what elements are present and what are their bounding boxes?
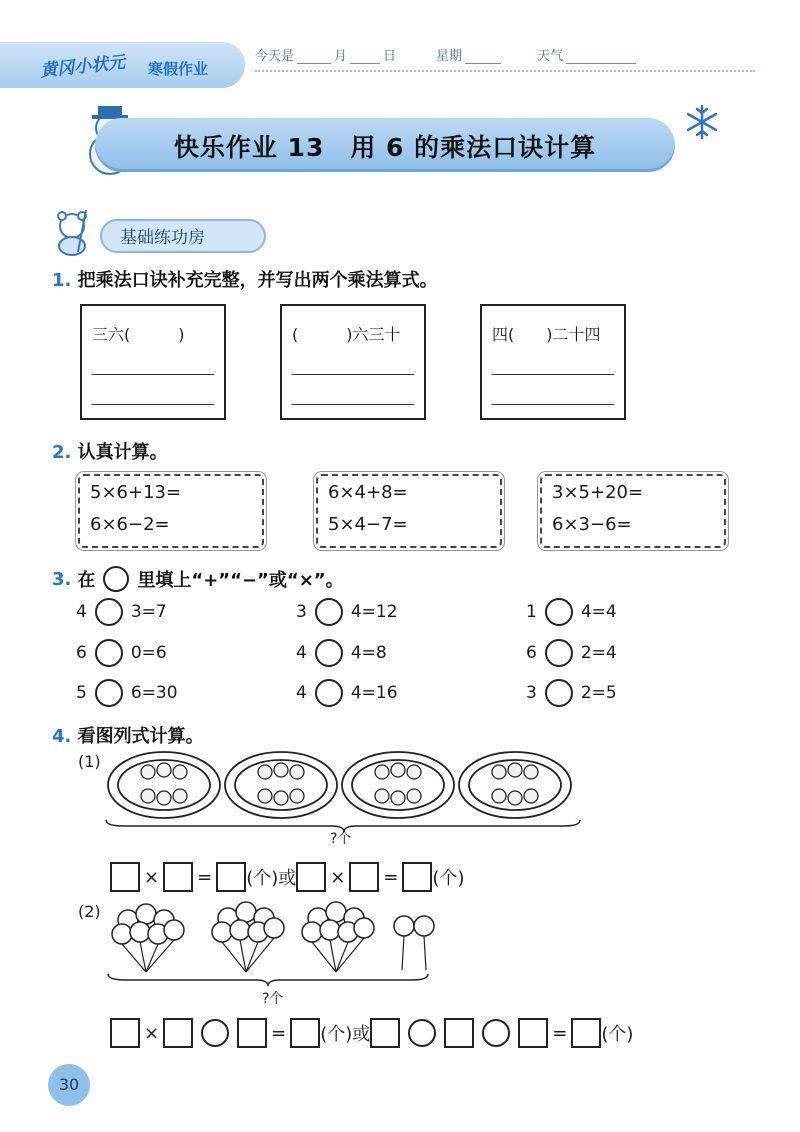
answer-box[interactable] <box>163 862 193 892</box>
answer-box[interactable] <box>571 1018 601 1048</box>
question-2-text: 认真计算。 <box>77 442 168 463</box>
part-2-label: (2) <box>78 902 101 921</box>
operator-blank[interactable] <box>408 1019 436 1047</box>
day-blank <box>350 49 380 64</box>
times-sign: × <box>144 1022 160 1044</box>
answer-box[interactable] <box>444 1018 474 1048</box>
answer-box[interactable] <box>402 862 432 892</box>
month-blank <box>297 49 331 64</box>
part-2-equation-row <box>110 1018 633 1048</box>
balloons-picture <box>106 898 456 992</box>
calc-expression: 5×6+13= <box>90 482 182 503</box>
operator-blank[interactable] <box>315 679 343 707</box>
question-3 <box>52 566 344 592</box>
equals-sign: = <box>197 866 213 888</box>
month-label: 月 <box>334 49 348 64</box>
unit-label: (个) <box>601 1024 634 1045</box>
q1-box-2 <box>280 304 426 420</box>
q1-box-3-rhyme: 四( )二十四 <box>492 325 601 344</box>
answer-box[interactable] <box>163 1018 193 1048</box>
operator-blank[interactable] <box>545 598 573 626</box>
answer-box[interactable] <box>370 1018 400 1048</box>
operand: 6 <box>526 643 537 663</box>
q3-item <box>296 679 398 707</box>
question-1 <box>52 266 438 292</box>
today-label: 今天是 <box>255 49 295 64</box>
operand: 4=16 <box>350 683 398 703</box>
balloon-bunch <box>112 904 184 944</box>
question-4-text: 看图列式计算。 <box>77 726 204 747</box>
answer-line[interactable] <box>92 404 214 405</box>
operand: 6 <box>76 643 87 663</box>
operand: 6=30 <box>130 683 178 703</box>
answer-line[interactable] <box>492 404 614 405</box>
day-label: 日 <box>383 49 397 64</box>
answer-box[interactable] <box>290 1018 320 1048</box>
part-1-label: (1) <box>78 752 101 771</box>
balloon-bunch <box>212 902 284 942</box>
q1-box-1 <box>80 304 226 420</box>
operand: 3 <box>526 683 537 703</box>
calc-expression: 5×4−7= <box>328 514 408 535</box>
header-divider <box>255 70 755 72</box>
operand: 2=5 <box>580 683 617 703</box>
operator-blank[interactable] <box>95 639 123 667</box>
bear-mascot-icon <box>48 206 100 256</box>
operand: 4 <box>296 683 307 703</box>
snowflake-icon <box>684 104 720 140</box>
operand: 4=12 <box>350 602 398 622</box>
question-3-text-b: 里填上“+”“−”或“×”。 <box>137 570 344 591</box>
calc-expression: 6×6−2= <box>90 514 170 535</box>
operand: 3=7 <box>130 602 167 622</box>
question-3-number: 3. <box>52 568 72 590</box>
page-title: 快乐作业 13 用 6 的乘法口诀计算 <box>173 133 597 162</box>
or-label: 或 <box>352 1024 371 1045</box>
brand-logo: 黄冈小状元 <box>39 52 127 82</box>
operator-blank[interactable] <box>315 639 343 667</box>
q3-item <box>526 679 617 707</box>
question-2-number: 2. <box>52 442 72 463</box>
circle-icon <box>103 566 129 592</box>
calc-expression: 6×4+8= <box>328 482 408 503</box>
unit-label: (个) <box>320 1024 353 1045</box>
operator-blank[interactable] <box>95 598 123 626</box>
operator-blank[interactable] <box>482 1019 510 1047</box>
q3-item <box>76 598 167 626</box>
question-2 <box>52 438 168 464</box>
balloon-bunch <box>302 902 374 942</box>
question-1-number: 1. <box>52 270 72 291</box>
unit-label: (个) <box>246 868 279 889</box>
answer-box[interactable] <box>518 1018 548 1048</box>
date-line <box>255 45 639 64</box>
weekday-label: 星期 <box>436 49 463 64</box>
operand: 4 <box>296 643 307 663</box>
weather-blank <box>566 49 636 64</box>
operand: 0=6 <box>130 643 167 663</box>
q1-box-1-rhyme: 三六( ) <box>92 325 185 344</box>
weekday-blank <box>465 49 501 64</box>
operand: 5 <box>76 683 87 703</box>
answer-box[interactable] <box>296 862 326 892</box>
section-badge: 基础练功房 <box>100 219 266 253</box>
q3-item <box>76 639 167 667</box>
unit-label: (个) <box>432 868 465 889</box>
answer-box[interactable] <box>216 862 246 892</box>
q3-item <box>296 598 398 626</box>
part-2-question: ?个 <box>262 991 284 1007</box>
part-1-equation-row <box>110 862 464 892</box>
answer-box[interactable] <box>110 1018 140 1048</box>
times-sign: × <box>144 866 160 888</box>
answer-line[interactable] <box>492 374 614 375</box>
question-1-text: 把乘法口诀补充完整，并写出两个乘法算式。 <box>77 270 438 291</box>
operator-blank[interactable] <box>95 679 123 707</box>
q1-box-2-rhyme: ( )六三十 <box>292 325 401 344</box>
q1-box-3 <box>480 304 626 420</box>
q3-item <box>526 639 617 667</box>
page-number: 30 <box>48 1064 90 1106</box>
operator-blank[interactable] <box>545 679 573 707</box>
q3-item <box>526 598 617 626</box>
equals-sign: = <box>383 866 399 888</box>
calc-group-3 <box>540 474 726 548</box>
answer-box[interactable] <box>349 862 379 892</box>
calc-expression: 6×3−6= <box>552 514 632 535</box>
weather-label: 天气 <box>537 49 564 64</box>
q3-item <box>296 639 387 667</box>
equals-sign: = <box>552 1022 568 1044</box>
operand: 4=8 <box>350 643 387 663</box>
q3-item <box>76 679 178 707</box>
calc-group-1 <box>78 474 264 548</box>
question-4-number: 4. <box>52 726 72 747</box>
times-sign: × <box>330 866 346 888</box>
operand: 3 <box>296 602 307 622</box>
calc-group-2 <box>316 474 502 548</box>
question-3-text-a: 在 <box>77 570 96 591</box>
strawberry-plates-picture <box>104 748 584 832</box>
part-1-question: ?个 <box>330 831 352 847</box>
answer-box[interactable] <box>237 1018 267 1048</box>
operator-blank[interactable] <box>545 639 573 667</box>
question-4 <box>52 722 204 748</box>
series-label: 寒假作业 <box>148 60 209 78</box>
operator-blank[interactable] <box>315 598 343 626</box>
operand: 4=4 <box>580 602 617 622</box>
answer-line[interactable] <box>292 374 414 375</box>
operand: 1 <box>526 602 537 622</box>
answer-line[interactable] <box>292 404 414 405</box>
operand: 4 <box>76 602 87 622</box>
calc-expression: 3×5+20= <box>552 482 644 503</box>
operand: 2=4 <box>580 643 617 663</box>
plate <box>108 752 571 818</box>
answer-box[interactable] <box>110 862 140 892</box>
answer-line[interactable] <box>92 374 214 375</box>
equals-sign: = <box>271 1022 287 1044</box>
operator-blank[interactable] <box>201 1019 229 1047</box>
or-label: 或 <box>278 868 297 889</box>
